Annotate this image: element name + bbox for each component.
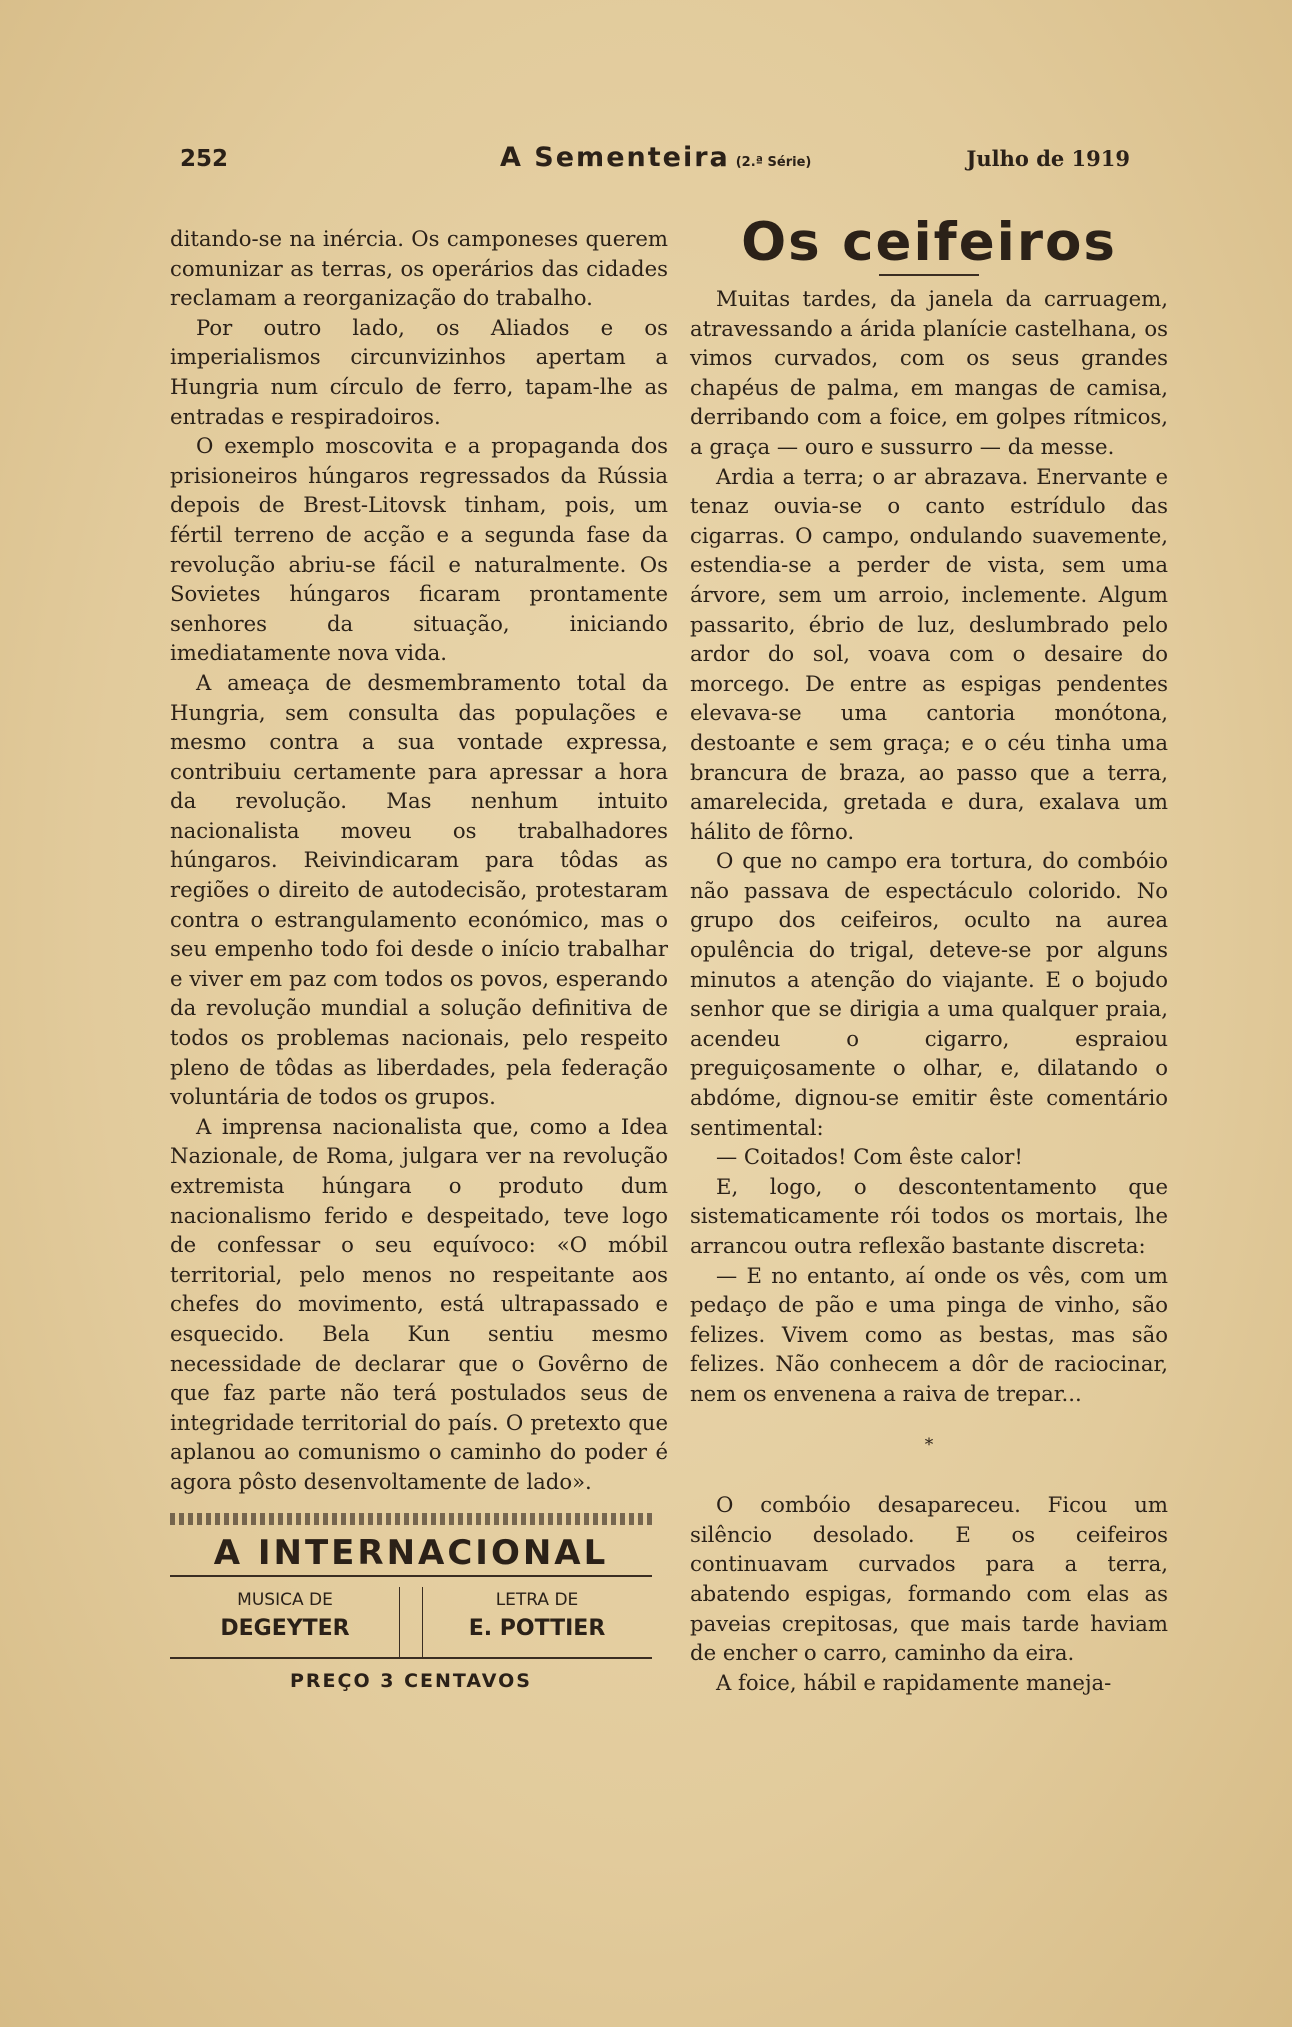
article-paragraph: O combóio desapareceu. Ficou um silêncio desolado. E os ceifeiros continuavam curvados para a terra, abatendo espigas, formando com elas as paveias crepitosas, que mais tarde haviam de encher o carro, caminho da eira. bbox=[690, 1492, 1168, 1666]
article-paragraph: A ameaça de desmembramento total da Hungria, sem consulta das populações e mesmo contra a sua vontade expressa, contribuiu certamente para apressar a hora da revolução. Mas nenhum intuito nacionalista moveu os trabalhadores húngaros. Reivindicaram para tôdas as regiões o direito de autodecisão, protestaram contra o estrangulamento económico, mas o seu empenho todo foi desde o início trabalhar e viver em paz com todos os povos, esperando da revolução mundial a solução definitiva de todos os problemas nacionais, pelo respeito pleno de tôdas as liberdades, pela federação voluntária de todos os grupos. bbox=[170, 669, 668, 1110]
article-paragraph: A imprensa nacionalista que, como a Idea Nazionale, de Roma, julgara ver na revolução extremista húngara o produto dum nacionalismo ferido e despeitado, teve logo de confessar o seu equívoco: «O móbil territorial, pelo menos no respeitante aos chefes do movimento, está ultrapassado e esquecido. Bela Kun sentiu mesmo necessidade de declarar que o Govêrno de que faz parte não terá postulados seus de integridade territorial do país. O pretexto que aplanou ao comunismo o caminho do poder é agora pôsto desenvoltamente de lado». bbox=[170, 1113, 668, 1494]
article-paragraph: O exemplo moscovita e a propaganda dos prisioneiros húngaros regressados da Rússia depois de Brest-Litovsk tinham, pois, um fértil terreno de acção e a segunda fase da revolução abriu-se fácil e naturalmente. Os Sovietes húngaros ficaram prontamente senhores da situação, iniciando imediatamente nova vida. bbox=[170, 433, 668, 666]
internacional-advertisement bbox=[170, 1531, 652, 1697]
article-paragraph: Muitas tardes, da janela da carruagem, atravessando a árida planície castelhana, os vimos curvados, com os seus grandes chapéus de palma, em mangas de camisa, derribando com a foice, em golpes rítmicos, a graça — ouro e sussurro — da messe. bbox=[690, 286, 1168, 459]
ornamental-divider bbox=[170, 1513, 652, 1525]
ad-rule bbox=[170, 1657, 652, 1659]
lyrics-label: LETRA DE bbox=[495, 1589, 579, 1610]
article-paragraph: ditando-se na inércia. Os camponeses querem comunizar as terras, os operários das cidades reclamam a reorganização do trabalho. bbox=[170, 226, 668, 311]
page-number: 252 bbox=[180, 146, 229, 172]
article-paragraph: — E no entanto, aí onde os vês, com um pedaço de pão e uma pinga de vinho, são felizes. Vivem como as bestas, mas são felizes. Não conhecem a dôr de raciocinar, nem os envenena a raiva de trepar... bbox=[690, 1262, 1168, 1406]
page-header bbox=[150, 142, 1140, 186]
issue-date: Julho de 1919 bbox=[966, 146, 1130, 171]
journal-name: A Sementeira bbox=[500, 142, 730, 173]
ad-lyrics-credit bbox=[437, 1587, 637, 1657]
journal-title bbox=[500, 142, 811, 173]
article-paragraph: Por outro lado, os Aliados e os imperialismos circunvizinhos apertam a Hungria num círculo de ferro, tapam-lhe as entradas e respiradoiros. bbox=[170, 314, 668, 429]
article-title: Os ceifeiros bbox=[741, 212, 1117, 273]
music-label: MUSICA DE bbox=[237, 1589, 333, 1610]
ad-price: PREÇO 3 CENTAVOS bbox=[289, 1669, 532, 1692]
article-paragraph: A foice, hábil e rapidamente maneja- bbox=[716, 1669, 1112, 1695]
right-column bbox=[690, 212, 1168, 1697]
ad-title: A INTERNACIONAL bbox=[213, 1532, 609, 1573]
article-paragraph: E, logo, o descontentamento que sistematicamente rói todos os mortais, lhe arrancou outra reflexão bastante discreta: bbox=[690, 1173, 1168, 1258]
ad-rule bbox=[170, 1575, 652, 1577]
title-underline bbox=[879, 274, 979, 276]
ad-credits bbox=[170, 1587, 652, 1657]
ad-music-credit bbox=[185, 1587, 385, 1657]
ad-separator bbox=[399, 1587, 423, 1657]
lyrics-author: E. POTTIER bbox=[468, 1615, 606, 1641]
article-paragraph: O que no campo era tortura, do combóio não passava de espectáculo colorido. No grupo dos ceifeiros, oculto na aurea opulência do trigal, deteve-se por alguns minutos a atenção do viajante. E o bojudo senhor que se dirigia a uma qualquer praia, acendeu o cigarro, espraiou preguiçosamente o olhar, e, dilatando o abdóme, dignou-se emitir êste comentário sentimental: bbox=[690, 848, 1168, 1140]
series-label: (2.ª Série) bbox=[735, 155, 812, 170]
article-paragraph: Ardia a terra; o ar abrazava. Enervante e tenaz ouvia-se o canto estrídulo das cigarras. O campo, ondulando suavemente, estendia-se a perder de vista, sem uma árvore, sem um arroio, inclemente. Algum passarito, ébrio de luz, deslumbrado pelo ardor do sol, voava com o desaire do morcego. De entre as espigas pendentes elevava-se uma cantoria monótona, destoante e sem graça; e o céu tinha uma brancura de braza, ao passo que a terra, amarelecida, gretada e dura, exalava um hálito de fôrno. bbox=[690, 463, 1168, 844]
left-column bbox=[170, 224, 668, 1696]
article-paragraph: — Coitados! Com êste calor! bbox=[716, 1144, 1023, 1170]
music-author: DEGEYTER bbox=[220, 1615, 350, 1641]
section-separator: * bbox=[924, 1434, 934, 1455]
